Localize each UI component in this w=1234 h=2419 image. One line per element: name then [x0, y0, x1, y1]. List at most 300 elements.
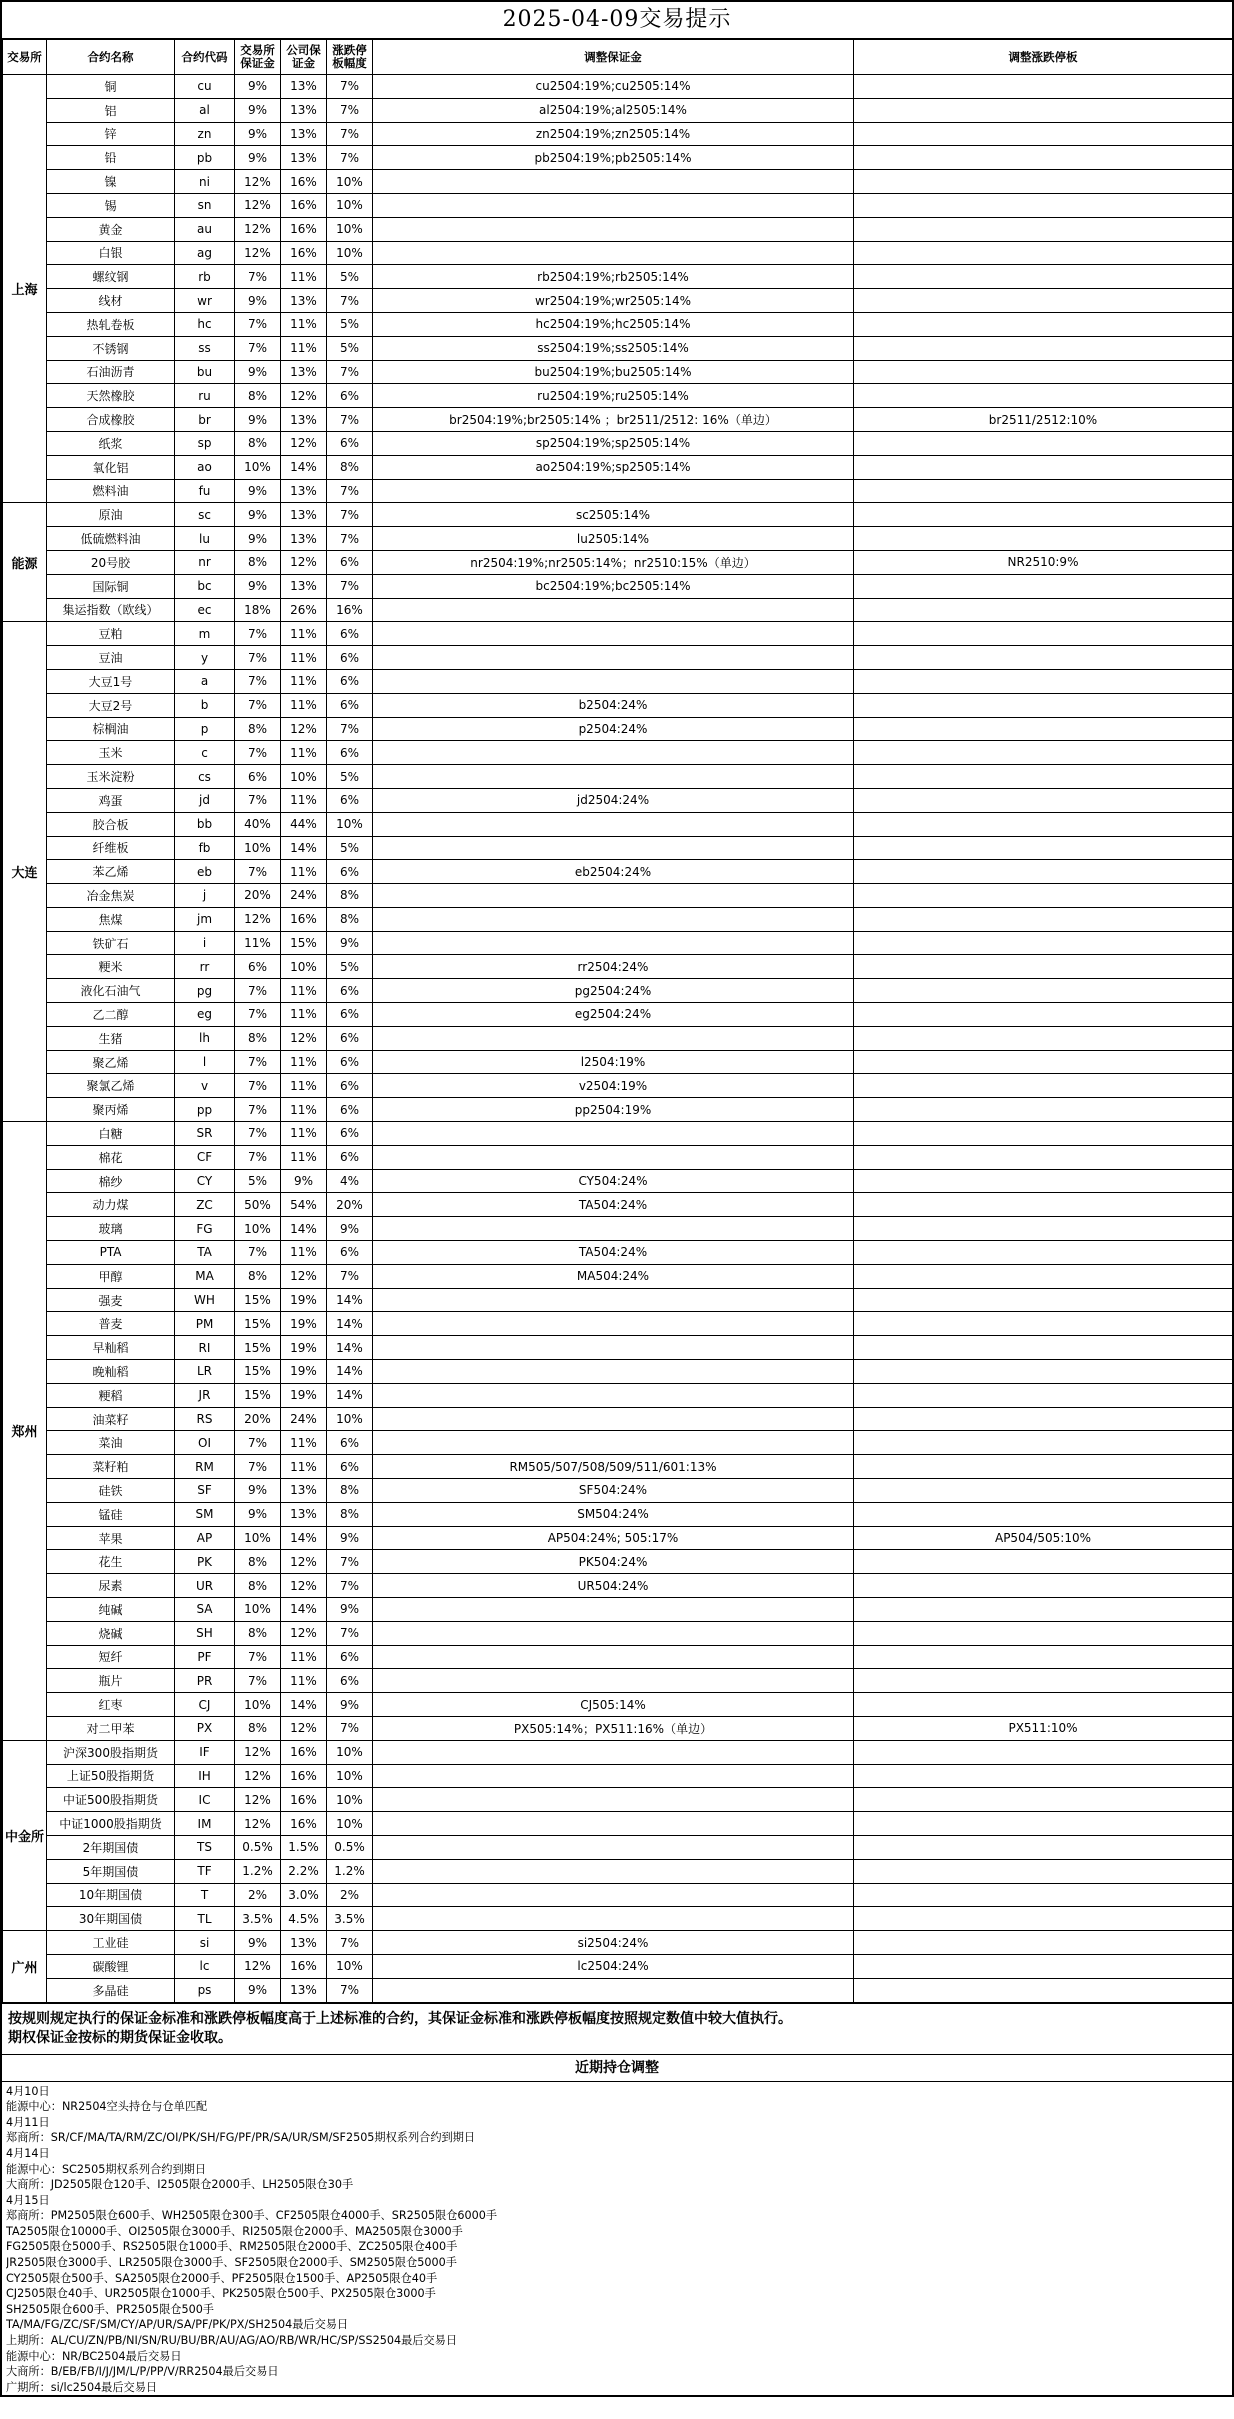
contract-name-cell: 铅: [47, 146, 175, 170]
adjusted-margin-cell: b2504:24%: [373, 693, 854, 717]
price-limit-cell: 6%: [327, 1003, 373, 1027]
table-row: [3, 574, 1233, 598]
adjusted-margin-cell: pb2504:19%;pb2505:14%: [373, 146, 854, 170]
price-limit-cell: 7%: [327, 1550, 373, 1574]
table-row: [3, 1455, 1233, 1479]
contract-code-cell: bc: [175, 574, 235, 598]
contract-name-cell: 普麦: [47, 1312, 175, 1336]
adjusted-limit-cell: [854, 1693, 1233, 1717]
company-margin-cell: 19%: [281, 1336, 327, 1360]
exchange-margin-cell: 7%: [235, 1098, 281, 1122]
exchange-margin-cell: 8%: [235, 1026, 281, 1050]
company-margin-cell: 16%: [281, 217, 327, 241]
contract-name-cell: 红枣: [47, 1693, 175, 1717]
contract-name-cell: 玉米淀粉: [47, 765, 175, 789]
company-margin-cell: 12%: [281, 431, 327, 455]
contract-code-cell: TA: [175, 1241, 235, 1265]
adjusted-margin-cell: [373, 241, 854, 265]
contract-name-cell: 锡: [47, 193, 175, 217]
recent-line: FG2505限仓5000手、RS2505限仓1000手、RM2505限仓2000手、ZC2505限仓400手: [6, 2240, 458, 2254]
adjusted-limit-cell: [854, 1383, 1233, 1407]
price-limit-cell: 6%: [327, 1050, 373, 1074]
price-limit-cell: 8%: [327, 1502, 373, 1526]
adjusted-margin-cell: ru2504:19%;ru2505:14%: [373, 384, 854, 408]
contract-code-cell: PF: [175, 1645, 235, 1669]
price-limit-cell: 10%: [327, 1788, 373, 1812]
contract-code-cell: jm: [175, 907, 235, 931]
table-row: [3, 1026, 1233, 1050]
exchange-margin-cell: 7%: [235, 1074, 281, 1098]
exchange-margin-cell: 8%: [235, 550, 281, 574]
adjusted-margin-cell: UR504:24%: [373, 1574, 854, 1598]
company-margin-cell: 11%: [281, 1431, 327, 1455]
adjusted-limit-cell: [854, 717, 1233, 741]
exchange-margin-cell: 40%: [235, 812, 281, 836]
company-margin-cell: 12%: [281, 1026, 327, 1050]
adjusted-limit-cell: [854, 741, 1233, 765]
exchange-margin-cell: 10%: [235, 1526, 281, 1550]
price-limit-cell: 20%: [327, 1193, 373, 1217]
contract-name-cell: 铜: [47, 75, 175, 99]
contract-name-cell: 液化石油气: [47, 979, 175, 1003]
company-margin-cell: 19%: [281, 1288, 327, 1312]
adjusted-limit-cell: [854, 193, 1233, 217]
adjusted-limit-cell: [854, 1217, 1233, 1241]
table-row: [3, 931, 1233, 955]
contract-name-cell: 玉米: [47, 741, 175, 765]
contract-code-cell: TS: [175, 1835, 235, 1859]
company-margin-cell: 13%: [281, 1978, 327, 2002]
table-row: [3, 1098, 1233, 1122]
price-limit-cell: 6%: [327, 1431, 373, 1455]
contract-name-cell: 大豆2号: [47, 693, 175, 717]
exchange-margin-cell: 7%: [235, 312, 281, 336]
contract-name-cell: 生猪: [47, 1026, 175, 1050]
table-row: [3, 1550, 1233, 1574]
company-margin-cell: 16%: [281, 1954, 327, 1978]
exchange-margin-cell: 7%: [235, 1122, 281, 1146]
adjusted-margin-cell: hc2504:19%;hc2505:14%: [373, 312, 854, 336]
table-body: [3, 75, 1233, 2003]
price-limit-cell: 6%: [327, 384, 373, 408]
company-margin-cell: 14%: [281, 1217, 327, 1241]
adjusted-limit-cell: [854, 1740, 1233, 1764]
company-margin-cell: 13%: [281, 479, 327, 503]
table-row: [3, 122, 1233, 146]
adjusted-limit-cell: [854, 1241, 1233, 1265]
adjusted-margin-cell: [373, 1812, 854, 1836]
price-limit-cell: 7%: [327, 574, 373, 598]
price-limit-cell: 5%: [327, 955, 373, 979]
exchange-margin-cell: 7%: [235, 265, 281, 289]
table-row: [3, 1978, 1233, 2002]
company-margin-cell: 10%: [281, 955, 327, 979]
adjusted-margin-cell: eg2504:24%: [373, 1003, 854, 1027]
adjusted-limit-cell: [854, 1621, 1233, 1645]
adjusted-margin-cell: [373, 1360, 854, 1384]
notes: [2, 2003, 1232, 2054]
exchange-margin-cell: 7%: [235, 1669, 281, 1693]
table-row: [3, 1740, 1233, 1764]
adjusted-limit-cell: [854, 693, 1233, 717]
recent-line: CY2505限仓500手、SA2505限仓2000手、PF2505限仓1500手、AP2505限仓40手: [6, 2271, 438, 2285]
table-row: [3, 1859, 1233, 1883]
adjusted-limit-cell: [854, 765, 1233, 789]
adjusted-margin-cell: [373, 193, 854, 217]
price-limit-cell: 7%: [327, 289, 373, 313]
contract-name-cell: 纸浆: [47, 431, 175, 455]
contract-code-cell: p: [175, 717, 235, 741]
exchange-margin-cell: 9%: [235, 503, 281, 527]
company-margin-cell: 2.2%: [281, 1859, 327, 1883]
table-row: [3, 1669, 1233, 1693]
contract-code-cell: SA: [175, 1598, 235, 1622]
recent-line: 4月15日: [6, 2193, 50, 2207]
adjusted-margin-cell: TA504:24%: [373, 1193, 854, 1217]
price-limit-cell: 5%: [327, 836, 373, 860]
table-row: [3, 1431, 1233, 1455]
company-margin-cell: 11%: [281, 265, 327, 289]
price-limit-cell: 7%: [327, 479, 373, 503]
adjusted-margin-cell: zn2504:19%;zn2505:14%: [373, 122, 854, 146]
table-row: [3, 289, 1233, 313]
recent-line: TA/MA/FG/ZC/SF/SM/CY/AP/UR/SA/PF/PK/PX/SH2504最后交易日: [6, 2318, 349, 2332]
company-margin-cell: 54%: [281, 1193, 327, 1217]
contract-code-cell: IM: [175, 1812, 235, 1836]
table-row: [3, 1288, 1233, 1312]
contract-name-cell: 铁矿石: [47, 931, 175, 955]
adjusted-limit-cell: [854, 1003, 1233, 1027]
adjusted-limit-cell: [854, 812, 1233, 836]
contract-code-cell: c: [175, 741, 235, 765]
contract-code-cell: pp: [175, 1098, 235, 1122]
adjusted-limit-cell: [854, 455, 1233, 479]
exchange-margin-cell: 5%: [235, 1169, 281, 1193]
contract-name-cell: 玻璃: [47, 1217, 175, 1241]
contract-name-cell: 瓶片: [47, 1669, 175, 1693]
contract-code-cell: ZC: [175, 1193, 235, 1217]
price-limit-cell: 6%: [327, 860, 373, 884]
adjusted-limit-cell: [854, 955, 1233, 979]
contract-name-cell: 氧化铝: [47, 455, 175, 479]
exchange-margin-cell: 8%: [235, 1716, 281, 1740]
contract-name-cell: 黄金: [47, 217, 175, 241]
price-limit-cell: 8%: [327, 907, 373, 931]
adjusted-limit-cell: [854, 622, 1233, 646]
adjusted-margin-cell: [373, 1621, 854, 1645]
exchange-cell: 上海: [3, 75, 47, 503]
adjusted-margin-cell: sc2505:14%: [373, 503, 854, 527]
contract-code-cell: RI: [175, 1336, 235, 1360]
exchange-margin-cell: 9%: [235, 360, 281, 384]
adjusted-limit-cell: [854, 979, 1233, 1003]
adjusted-limit-cell: [854, 1931, 1233, 1955]
adjusted-margin-cell: [373, 479, 854, 503]
price-limit-cell: 6%: [327, 693, 373, 717]
table-row: [3, 669, 1233, 693]
contract-code-cell: eb: [175, 860, 235, 884]
adjusted-margin-cell: SM504:24%: [373, 1502, 854, 1526]
adjusted-limit-cell: [854, 336, 1233, 360]
company-margin-cell: 14%: [281, 1693, 327, 1717]
adjusted-margin-cell: v2504:19%: [373, 1074, 854, 1098]
exchange-margin-cell: 20%: [235, 884, 281, 908]
table-row: [3, 1693, 1233, 1717]
adjusted-margin-cell: RM505/507/508/509/511/601:13%: [373, 1455, 854, 1479]
adjusted-limit-cell: [854, 1455, 1233, 1479]
contract-name-cell: 油菜籽: [47, 1407, 175, 1431]
company-margin-cell: 13%: [281, 360, 327, 384]
exchange-margin-cell: 9%: [235, 75, 281, 99]
contract-name-cell: 冶金焦炭: [47, 884, 175, 908]
company-margin-cell: 4.5%: [281, 1907, 327, 1931]
company-margin-cell: 12%: [281, 384, 327, 408]
price-limit-cell: 7%: [327, 503, 373, 527]
recent-line: 大商所：JD2505限仓120手、I2505限仓2000手、LH2505限仓30手: [6, 2178, 354, 2192]
contract-name-cell: 胶合板: [47, 812, 175, 836]
adjusted-limit-cell: [854, 122, 1233, 146]
recent-adjustments: [2, 2082, 1232, 2396]
company-margin-cell: 11%: [281, 1455, 327, 1479]
contract-code-cell: lc: [175, 1954, 235, 1978]
adjusted-limit-cell: [854, 265, 1233, 289]
exchange-margin-cell: 7%: [235, 336, 281, 360]
exchange-margin-cell: 10%: [235, 836, 281, 860]
exchange-margin-cell: 7%: [235, 1050, 281, 1074]
exchange-margin-cell: 9%: [235, 146, 281, 170]
price-limit-cell: 14%: [327, 1360, 373, 1384]
contract-code-cell: lh: [175, 1026, 235, 1050]
adjusted-margin-cell: [373, 765, 854, 789]
adjusted-margin-cell: [373, 907, 854, 931]
table-row: [3, 1812, 1233, 1836]
table-row: [3, 217, 1233, 241]
contract-name-cell: 原油: [47, 503, 175, 527]
adjusted-limit-cell: [854, 1835, 1233, 1859]
contract-code-cell: si: [175, 1931, 235, 1955]
adjusted-limit-cell: [854, 1407, 1233, 1431]
table-row: [3, 312, 1233, 336]
recent-line: TA2505限仓10000手、OI2505限仓3000手、RI2505限仓2000手、MA2505限仓3000手: [6, 2224, 463, 2238]
price-limit-cell: 2%: [327, 1883, 373, 1907]
table-row: [3, 788, 1233, 812]
adjusted-limit-cell: [854, 646, 1233, 670]
company-margin-cell: 12%: [281, 1550, 327, 1574]
contract-name-cell: 不锈钢: [47, 336, 175, 360]
adjusted-limit-cell: [854, 384, 1233, 408]
price-limit-cell: 8%: [327, 884, 373, 908]
adjusted-margin-cell: [373, 884, 854, 908]
contract-code-cell: SM: [175, 1502, 235, 1526]
company-margin-cell: 12%: [281, 550, 327, 574]
table-row: [3, 1145, 1233, 1169]
contract-name-cell: 热轧卷板: [47, 312, 175, 336]
contract-code-cell: jd: [175, 788, 235, 812]
contract-name-cell: 工业硅: [47, 1931, 175, 1955]
exchange-margin-cell: 20%: [235, 1407, 281, 1431]
price-limit-cell: 6%: [327, 669, 373, 693]
company-margin-cell: 16%: [281, 907, 327, 931]
company-margin-cell: 13%: [281, 75, 327, 99]
price-limit-cell: 0.5%: [327, 1835, 373, 1859]
adjusted-limit-cell: [854, 598, 1233, 622]
contract-name-cell: 多晶硅: [47, 1978, 175, 2002]
adjusted-margin-cell: [373, 622, 854, 646]
contract-code-cell: fu: [175, 479, 235, 503]
adjusted-margin-cell: lu2505:14%: [373, 527, 854, 551]
adjusted-margin-cell: [373, 1336, 854, 1360]
adjusted-limit-cell: [854, 1598, 1233, 1622]
exchange-margin-cell: 12%: [235, 1764, 281, 1788]
adjusted-margin-cell: [373, 1598, 854, 1622]
company-margin-cell: 9%: [281, 1169, 327, 1193]
company-margin-cell: 11%: [281, 1241, 327, 1265]
exchange-cell: 能源: [3, 503, 47, 622]
table-row: [3, 193, 1233, 217]
company-margin-cell: 19%: [281, 1312, 327, 1336]
company-margin-cell: 11%: [281, 646, 327, 670]
table-row: [3, 1264, 1233, 1288]
price-limit-cell: 10%: [327, 1764, 373, 1788]
exchange-margin-cell: 8%: [235, 431, 281, 455]
adjusted-margin-cell: br2504:19%;br2505:14% ；br2511/2512: 16%（单边）: [373, 408, 854, 432]
exchange-margin-cell: 15%: [235, 1312, 281, 1336]
adjusted-limit-cell: [854, 1574, 1233, 1598]
price-limit-cell: 6%: [327, 431, 373, 455]
adjusted-limit-cell: [854, 217, 1233, 241]
table-row: [3, 1931, 1233, 1955]
table-row: [3, 646, 1233, 670]
company-margin-cell: 11%: [281, 1003, 327, 1027]
exchange-margin-cell: 10%: [235, 455, 281, 479]
price-limit-cell: 7%: [327, 527, 373, 551]
company-margin-cell: 11%: [281, 693, 327, 717]
price-limit-cell: 7%: [327, 408, 373, 432]
contract-name-cell: 白银: [47, 241, 175, 265]
exchange-margin-cell: 15%: [235, 1336, 281, 1360]
exchange-margin-cell: 7%: [235, 646, 281, 670]
adjusted-limit-cell: [854, 289, 1233, 313]
adjusted-margin-cell: [373, 1407, 854, 1431]
company-margin-cell: 14%: [281, 1526, 327, 1550]
table-row: [3, 717, 1233, 741]
adjusted-limit-cell: [854, 836, 1233, 860]
price-limit-cell: 7%: [327, 75, 373, 99]
contract-name-cell: 大豆1号: [47, 669, 175, 693]
table-row: [3, 741, 1233, 765]
adjusted-margin-cell: [373, 669, 854, 693]
adjusted-limit-cell: [854, 479, 1233, 503]
price-limit-cell: 6%: [327, 1098, 373, 1122]
company-margin-cell: 13%: [281, 1479, 327, 1503]
adjusted-limit-cell: [854, 1907, 1233, 1931]
adjusted-limit-cell: [854, 1812, 1233, 1836]
adjusted-limit-cell: [854, 1026, 1233, 1050]
company-margin-cell: 13%: [281, 574, 327, 598]
contract-name-cell: 豆油: [47, 646, 175, 670]
adjusted-margin-cell: [373, 1788, 854, 1812]
company-margin-cell: 13%: [281, 1931, 327, 1955]
company-margin-cell: 13%: [281, 408, 327, 432]
adjusted-limit-cell: [854, 907, 1233, 931]
contract-name-cell: 硅铁: [47, 1479, 175, 1503]
price-limit-cell: 10%: [327, 193, 373, 217]
price-limit-cell: 7%: [327, 1978, 373, 2002]
contract-code-cell: hc: [175, 312, 235, 336]
company-margin-cell: 19%: [281, 1360, 327, 1384]
company-margin-cell: 11%: [281, 1098, 327, 1122]
contract-name-cell: 5年期国债: [47, 1859, 175, 1883]
exchange-margin-cell: 12%: [235, 241, 281, 265]
contract-name-cell: 苯乙烯: [47, 860, 175, 884]
company-margin-cell: 24%: [281, 884, 327, 908]
price-limit-cell: 10%: [327, 1812, 373, 1836]
adjusted-margin-cell: nr2504:19%;nr2505:14%；nr2510:15%（单边）: [373, 550, 854, 574]
adjusted-margin-cell: pp2504:19%: [373, 1098, 854, 1122]
price-limit-cell: 9%: [327, 1217, 373, 1241]
price-limit-cell: 6%: [327, 1122, 373, 1146]
contract-code-cell: pb: [175, 146, 235, 170]
recent-line: JR2505限仓3000手、LR2505限仓3000手、SF2505限仓2000手、SM2505限仓5000手: [6, 2256, 457, 2270]
contract-name-cell: 短纤: [47, 1645, 175, 1669]
adjusted-margin-cell: [373, 1217, 854, 1241]
table-row: [3, 1003, 1233, 1027]
adjusted-margin-cell: [373, 1645, 854, 1669]
table-row: [3, 693, 1233, 717]
contract-code-cell: CJ: [175, 1693, 235, 1717]
adjusted-limit-cell: [854, 1264, 1233, 1288]
contract-code-cell: FG: [175, 1217, 235, 1241]
recent-line: 郑商所：SR/CF/MA/TA/RM/ZC/OI/PK/SH/FG/PF/PR/SA/UR/SM/SF2505期权系列合约到期日: [6, 2131, 476, 2145]
recent-line: CJ2505限仓40手、UR2505限仓1000手、PK2505限仓500手、PX2505限仓3000手: [6, 2287, 436, 2301]
table-row: [3, 1883, 1233, 1907]
header-contract-code: 合约代码: [175, 40, 235, 75]
exchange-margin-cell: 12%: [235, 193, 281, 217]
price-limit-cell: 6%: [327, 1241, 373, 1265]
exchange-margin-cell: 7%: [235, 1431, 281, 1455]
adjusted-margin-cell: [373, 217, 854, 241]
contract-code-cell: sn: [175, 193, 235, 217]
company-margin-cell: 11%: [281, 336, 327, 360]
price-limit-cell: 9%: [327, 1526, 373, 1550]
contract-name-cell: 棉花: [47, 1145, 175, 1169]
contract-code-cell: JR: [175, 1383, 235, 1407]
contract-name-cell: 聚丙烯: [47, 1098, 175, 1122]
price-limit-cell: 6%: [327, 1026, 373, 1050]
table-row: [3, 146, 1233, 170]
table-row: [3, 1336, 1233, 1360]
price-limit-cell: 6%: [327, 979, 373, 1003]
contract-code-cell: PX: [175, 1716, 235, 1740]
price-limit-cell: 6%: [327, 1669, 373, 1693]
exchange-margin-cell: 12%: [235, 907, 281, 931]
adjusted-limit-cell: [854, 1764, 1233, 1788]
price-limit-cell: 10%: [327, 1407, 373, 1431]
table-row: [3, 75, 1233, 99]
contract-name-cell: 乙二醇: [47, 1003, 175, 1027]
company-margin-cell: 16%: [281, 1812, 327, 1836]
adjusted-margin-cell: [373, 1859, 854, 1883]
price-limit-cell: 4%: [327, 1169, 373, 1193]
price-limit-cell: 6%: [327, 1145, 373, 1169]
contract-name-cell: 20号胶: [47, 550, 175, 574]
table-row: [3, 907, 1233, 931]
exchange-margin-cell: 6%: [235, 955, 281, 979]
adjusted-margin-cell: [373, 1978, 854, 2002]
table-row: [3, 1788, 1233, 1812]
contract-name-cell: 中证500股指期货: [47, 1788, 175, 1812]
adjusted-margin-cell: sp2504:19%;sp2505:14%: [373, 431, 854, 455]
